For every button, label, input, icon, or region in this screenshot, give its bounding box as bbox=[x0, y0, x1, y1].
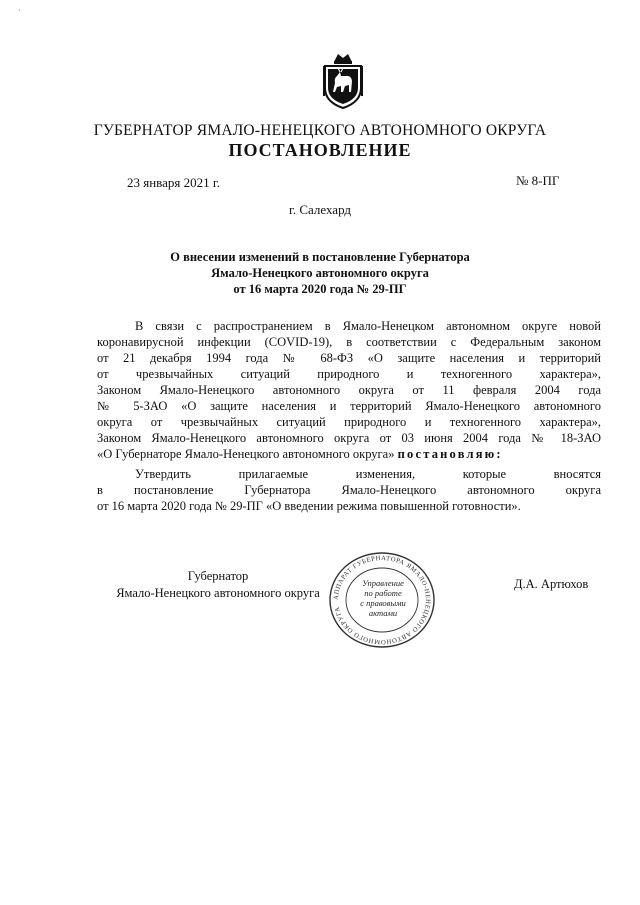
document-number: № 8-ПГ bbox=[516, 173, 560, 188]
coat-of-arms-emblem bbox=[320, 48, 366, 110]
subject-line: Ямало-Ненецкого автономного округа bbox=[211, 266, 429, 280]
paragraph-line: Законом Ямало-Ненецкого автономного округа от 11 февраля 2004 года bbox=[97, 383, 601, 397]
document-city: г. Салехард bbox=[288, 202, 352, 217]
subject-line: от 16 марта 2020 года № 29-ПГ bbox=[233, 282, 407, 296]
paragraph-line: № 5-ЗАО «О защите населения и территорий Ямало-Ненецкого автономного bbox=[97, 399, 601, 413]
stamp-line: актами bbox=[368, 608, 398, 618]
government-title: ГУБЕРНАТОР ЯМАЛО-НЕНЕЦКОГО АВТОНОМНОГО ОКРУГА bbox=[93, 122, 547, 139]
paragraph-line: в постановление Губернатора Ямало-Ненецкого автономного округа bbox=[97, 483, 601, 497]
paragraph-line: от чрезвычайных ситуаций природного и техногенного характера», bbox=[97, 367, 601, 381]
paragraph-line: Законом Ямало-Ненецкого автономного округа от 03 июня 2004 года № 18-ЗАО bbox=[97, 431, 601, 445]
paragraph-line: от 21 декабря 1994 года № 68-ФЗ «О защите населения и территорий bbox=[97, 351, 601, 365]
subject-line: О внесении изменений в постановление Губернатора bbox=[170, 250, 470, 264]
document-date: 23 января 2021 г. bbox=[127, 175, 221, 190]
position-line: Ямало-Ненецкого автономного округа bbox=[116, 586, 320, 600]
paragraph-line: Утвердить прилагаемые изменения, которые вносятся bbox=[135, 467, 601, 481]
signatory-name: Д.А. Артюхов bbox=[514, 577, 589, 591]
position-line: Губернатор bbox=[187, 569, 249, 583]
preamble-paragraph bbox=[97, 318, 601, 462]
paragraph-line-text: «О Губернаторе Ямало-Ненецкого автономного округа» bbox=[97, 447, 395, 461]
decree-word: постановляю: bbox=[397, 447, 503, 461]
paragraph-line: В связи с распространением в Ямало-Ненецком автономном округе новой bbox=[135, 319, 601, 333]
stamp-line: с правовыми bbox=[360, 598, 406, 608]
paragraph-line bbox=[97, 446, 601, 462]
decision-paragraph bbox=[97, 466, 601, 514]
stamp-ring-text: АППАРАТ ГУБЕРНАТОРА ЯМАЛО-НЕНЕЦКОГО АВТОНОМНОГО ОКРУГА bbox=[332, 554, 432, 646]
stamp-line: по работе bbox=[364, 588, 402, 598]
document-type: ПОСТАНОВЛЕНИЕ bbox=[228, 140, 412, 160]
paragraph-line: коронавирусной инфекции (COVID-19), в соответствии с Федеральным законом bbox=[97, 335, 601, 349]
signatory-position bbox=[98, 568, 338, 602]
document-subject bbox=[100, 249, 540, 297]
paragraph-line: от 16 марта 2020 года № 29-ПГ «О введении режима повышенной готовности». bbox=[97, 499, 521, 513]
corner-mark: · bbox=[18, 6, 21, 15]
paragraph-line: округа от чрезвычайных ситуаций природного и техногенного характера», bbox=[97, 415, 601, 429]
stamp-line: Управление bbox=[362, 578, 404, 588]
stamp-center-text bbox=[348, 578, 418, 618]
